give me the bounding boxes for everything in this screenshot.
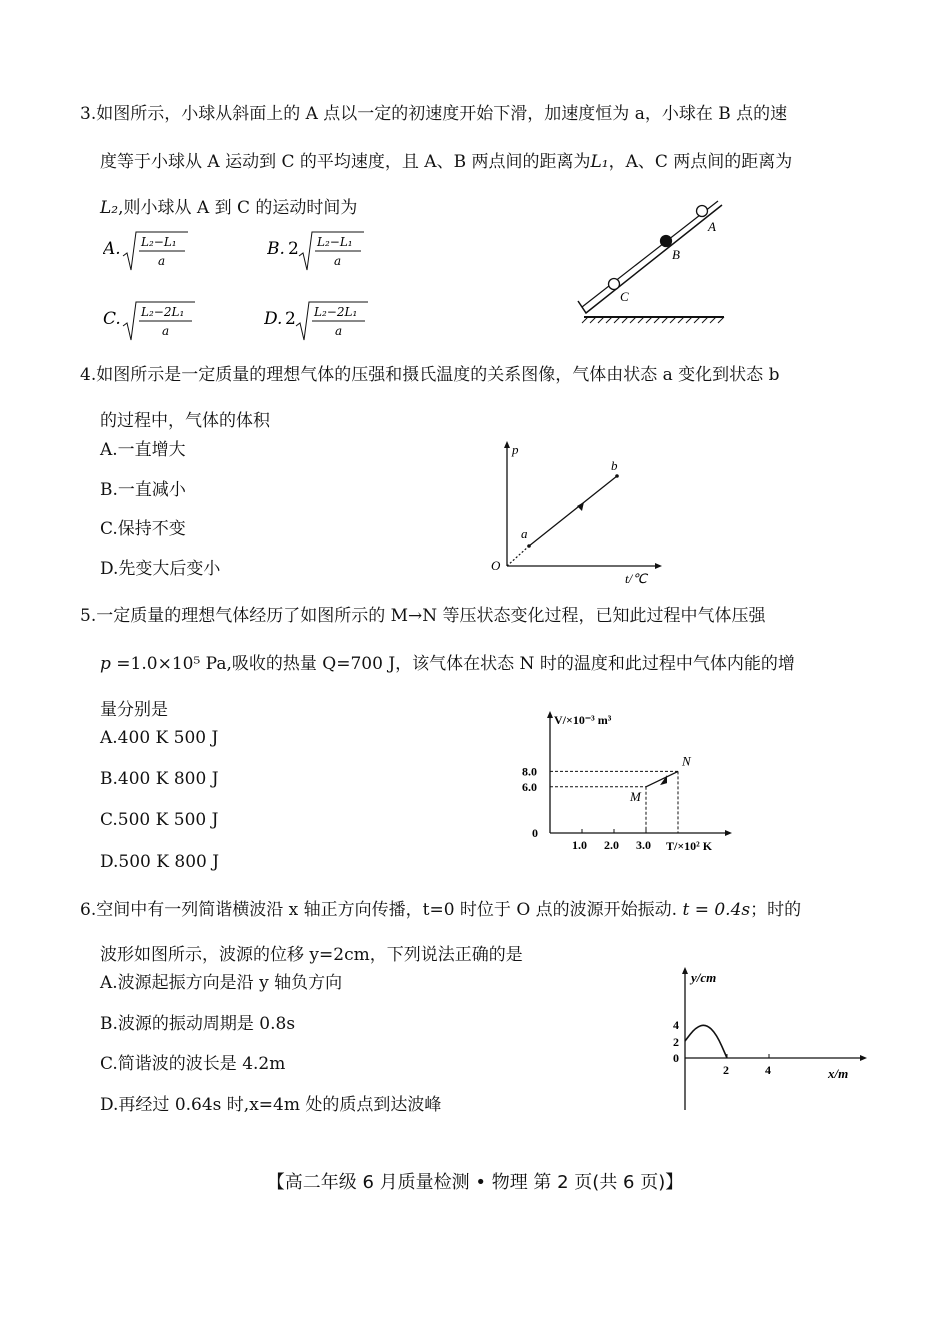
q3-option-d-num: L₂−2L₁ xyxy=(314,305,358,319)
q5-option-a[interactable]: A.400 K 500 J xyxy=(100,728,219,748)
q6-line2: 波形如图所示，波源的位移 y=2cm，下列说法正确的是 xyxy=(100,945,523,965)
q6-origin: 0 xyxy=(673,1051,679,1065)
q4-point-a xyxy=(527,544,531,548)
q3-line3-text: ,则小球从 A 到 C 的运动时间为 xyxy=(118,198,358,218)
label-a: A xyxy=(708,219,716,234)
q3-option-d-letter: D. xyxy=(264,309,283,329)
q6-x-tick-label: 4 xyxy=(765,1063,771,1077)
q4-dashed-extension xyxy=(507,546,529,566)
q4-y-arrow xyxy=(504,441,510,448)
q6-option-d[interactable]: D.再经过 0.64s 时,x=4m 处的质点到达波峰 xyxy=(100,1095,442,1115)
q6-option-a[interactable]: A.波源起振方向是沿 y 轴负方向 xyxy=(100,973,343,993)
q5-option-d[interactable]: D.500 K 800 J xyxy=(100,852,220,872)
q5-option-b[interactable]: B.400 K 800 J xyxy=(100,769,219,789)
q3-option-a-letter: A. xyxy=(103,239,121,259)
q3-line2b: ，A、C 两点间的距离为 xyxy=(608,152,793,172)
q4-x-arrow xyxy=(655,563,662,569)
q5-chart-group xyxy=(522,711,732,853)
q4-option-d[interactable]: D.先变大后变小 xyxy=(100,559,221,579)
q6-x-label: x/m xyxy=(828,1066,849,1081)
q4-point-b xyxy=(615,474,619,478)
q4-option-b[interactable]: B.一直减小 xyxy=(100,480,186,500)
q4-y-label: p xyxy=(512,442,519,457)
incline-surface xyxy=(582,201,718,307)
q5-x-tick-label: 2.0 xyxy=(604,838,619,852)
q4-option-a[interactable]: A.一直增大 xyxy=(100,440,186,460)
q5-y-tick-label: 6.0 xyxy=(522,779,537,794)
q3-option-d-coef: 2 xyxy=(285,309,296,329)
q3-option-b-coef: 2 xyxy=(288,239,299,259)
q6-wave-chart xyxy=(665,962,870,1112)
q5-x-tick-label: 1.0 xyxy=(572,838,587,852)
q6-line1b: ；时的 xyxy=(750,900,802,920)
q5-y-arrow xyxy=(547,711,553,718)
q5-x-arrow xyxy=(725,830,732,836)
q4-label-b: b xyxy=(611,458,618,473)
q3-option-a-num: L₂−L₁ xyxy=(141,235,177,249)
q4-line2: 的过程中，气体的体积 xyxy=(100,411,270,431)
q4-line1: 4.如图所示是一定质量的理想气体的压强和摄氏温度的关系图像，气体由状态 a 变化到状态 b xyxy=(80,365,780,385)
q4-x-label: t/℃ xyxy=(625,571,647,586)
q6-t: t = 0.4s xyxy=(682,900,751,920)
label-b: B xyxy=(672,247,680,262)
q5-x-tick-label: 3.0 xyxy=(636,838,651,852)
q6-line1 xyxy=(80,900,801,920)
q6-y-tick-label: 4 xyxy=(673,1018,679,1032)
q3-line2 xyxy=(100,152,792,172)
q3-line3 xyxy=(100,198,357,218)
q3-option-b-formula xyxy=(267,226,417,274)
q3-option-c-letter: C. xyxy=(103,309,121,329)
q5-option-c[interactable]: C.500 K 500 J xyxy=(100,810,219,830)
q5-line2-rest: =1.0×10⁵ Pa,吸收的热量 Q=700 J，该气体在状态 N 时的温度和此过程中气体内能的增 xyxy=(110,654,795,674)
q5-line3: 量分别是 xyxy=(100,700,168,720)
q3-L2: L₂ xyxy=(100,198,119,218)
q5-line2 xyxy=(100,654,795,674)
q5-origin: 0 xyxy=(532,826,538,840)
q6-option-c[interactable]: C.简谐波的波长是 4.2m xyxy=(100,1054,286,1074)
q6-y-label: y/cm xyxy=(691,970,717,985)
q5-vt-chart xyxy=(520,708,740,858)
q4-direction-arrow xyxy=(577,502,584,511)
q3-option-d-formula xyxy=(264,296,414,344)
q3-option-a-den: a xyxy=(158,254,166,268)
ball-c xyxy=(609,279,620,290)
q4-label-a: a xyxy=(521,526,528,541)
q3-option-b-letter: B. xyxy=(267,239,285,259)
q3-option-c-num: L₂−2L₁ xyxy=(141,305,185,319)
q3-option-b[interactable] xyxy=(267,226,417,279)
q5-x-label: T/×10² K xyxy=(666,839,713,853)
q3-option-c-den: a xyxy=(162,324,170,338)
q5-line1: 5.一定质量的理想气体经历了如图所示的 M→N 等压状态变化过程，已知此过程中气体压强 xyxy=(80,606,766,626)
q4-pt-chart xyxy=(485,438,665,588)
q3-line2a: 度等于小球从 A 运动到 C 的平均速度，且 A、B 两点间的距离为 xyxy=(100,152,591,172)
q4-origin: O xyxy=(491,558,501,573)
q6-wave-curve xyxy=(685,1025,727,1058)
q3-option-d[interactable] xyxy=(264,296,414,349)
q3-option-a[interactable] xyxy=(103,226,243,279)
ball-b xyxy=(661,236,672,247)
q5-label-n: N xyxy=(682,753,691,769)
q3-option-a-formula xyxy=(103,226,243,274)
label-c: C xyxy=(620,289,629,304)
q4-line-ab xyxy=(529,476,617,546)
q6-y-tick-label: 2 xyxy=(673,1035,679,1049)
q4-option-c[interactable]: C.保持不变 xyxy=(100,519,186,539)
page-footer: 【高二年级 6 月质量检测 • 物理 第 2 页(共 6 页)】 xyxy=(266,1172,684,1193)
q3-option-b-num: L₂−L₁ xyxy=(317,235,353,249)
q6-x-arrow xyxy=(860,1055,867,1061)
q3-option-c[interactable] xyxy=(103,296,253,349)
q3-incline-figure xyxy=(570,195,730,330)
q3-line1: 3.如图所示，小球从斜面上的 A 点以一定的初速度开始下滑，加速度恒为 a，小球在 B 点的速 xyxy=(80,104,788,124)
q5-p: p xyxy=(100,654,111,674)
q6-line1a: 6.空间中有一列简谐横波沿 x 轴正方向传播，t=0 时位于 O 点的波源开始振动. xyxy=(80,900,678,920)
q5-y-label: V/×10⁻³ m³ xyxy=(554,713,612,727)
q3-option-d-den: a xyxy=(335,324,343,338)
q3-option-b-den: a xyxy=(334,254,342,268)
q5-y-tick-label: 8.0 xyxy=(522,764,537,779)
q6-chart-group xyxy=(673,967,867,1110)
incline-plane xyxy=(578,205,722,313)
q5-label-m: M xyxy=(630,788,641,804)
q6-x-tick-label: 2 xyxy=(723,1063,729,1077)
q3-L1: L₁ xyxy=(590,152,609,172)
q3-option-c-formula xyxy=(103,296,253,344)
q6-y-arrow xyxy=(682,967,688,974)
q6-option-b[interactable]: B.波源的振动周期是 0.8s xyxy=(100,1014,296,1034)
ball-a xyxy=(697,206,708,217)
